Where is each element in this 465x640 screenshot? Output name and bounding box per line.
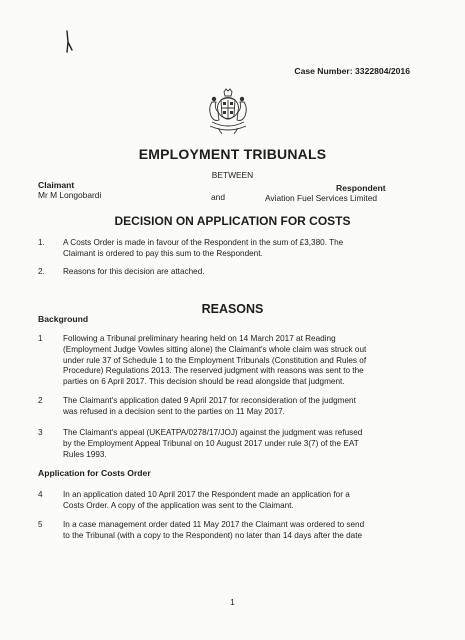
text-line: Reasons for this decision are attached. [63, 267, 205, 276]
respondent-name: Aviation Fuel Services Limited [265, 193, 378, 203]
paragraph-text [63, 520, 398, 542]
text-line: parties on 6 April 2017. This decision should be read alongside that judgment. [63, 377, 345, 387]
decision-item-number: 1. [38, 238, 45, 247]
respondent-label: Respondent [336, 183, 386, 193]
decision-heading: DECISION ON APPLICATION FOR COSTS [114, 214, 351, 228]
text-line: Rules 1993. [63, 449, 107, 459]
costs-application-heading: Application for Costs Order [38, 468, 151, 478]
reasons-heading: REASONS [201, 302, 264, 316]
text-line: A Costs Order is made in favour of the Respondent in the sum of £3,380. The [63, 238, 344, 247]
text-line: Following a Tribunal preliminary hearing held on 14 March 2017 at Reading [63, 334, 336, 343]
and-label: and [211, 192, 225, 202]
paragraph-number: 1 [38, 334, 43, 343]
paragraph-number: 2 [38, 396, 43, 405]
text-line: Procedure) Regulations 2013. The reserved judgment with reasons was sent to the [63, 366, 364, 376]
paragraph-text [63, 396, 398, 418]
text-line: In a case management order dated 11 May 2017 the Claimant was ordered to send [63, 520, 365, 529]
text-line: to the Tribunal (with a copy to the Respondent) no later than 14 days after the date [63, 530, 363, 540]
document-title: EMPLOYMENT TRIBUNALS [138, 146, 327, 162]
royal-coat-of-arms-icon [200, 88, 256, 138]
between-label: BETWEEN [211, 170, 254, 180]
decision-item-text [63, 267, 398, 278]
paragraph-number: 4 [38, 490, 43, 499]
claimant-name: Mr M Longobardi [38, 190, 102, 200]
text-line: was refused in a decision sent to the parties on 11 May 2017. [63, 406, 285, 416]
paragraph-number: 3 [38, 428, 43, 437]
decision-item-text [63, 238, 398, 260]
text-line: The Claimant's appeal (UKEATPA/0278/17/JOJ) against the judgment was refused [63, 428, 363, 437]
text-line: by the Employment Appeal Tribunal on 10 August 2017 under rule 3(7) of the EAT [63, 438, 359, 448]
handwritten-mark [64, 30, 74, 58]
claimant-label: Claimant [38, 180, 75, 190]
case-number: Case Number: 3322804/2016 [294, 66, 410, 76]
decision-item-number: 2. [38, 267, 45, 276]
paragraph-text [63, 428, 398, 460]
paragraph-text [63, 490, 398, 512]
text-line: In an application dated 10 April 2017 the Respondent made an application for a [63, 490, 350, 499]
background-heading: Background [38, 314, 89, 324]
text-line: Claimant is ordered to pay this sum to the Respondent. [63, 248, 263, 258]
text-line: Costs Order. A copy of the application was sent to the Claimant. [63, 500, 294, 510]
text-line: under rule 37 of Schedule 1 to the Employment Tribunals (Constitution and Rules of [63, 355, 367, 365]
paragraph-number: 5 [38, 520, 43, 529]
text-line: (Employment Judge Vowles sitting alone) the Claimant's whole claim was struck out [63, 344, 367, 354]
paragraph-text [63, 334, 398, 388]
text-line: The Claimant's application dated 9 April 2017 for reconsideration of the judgment [63, 396, 356, 405]
page-number: 1 [230, 597, 235, 607]
